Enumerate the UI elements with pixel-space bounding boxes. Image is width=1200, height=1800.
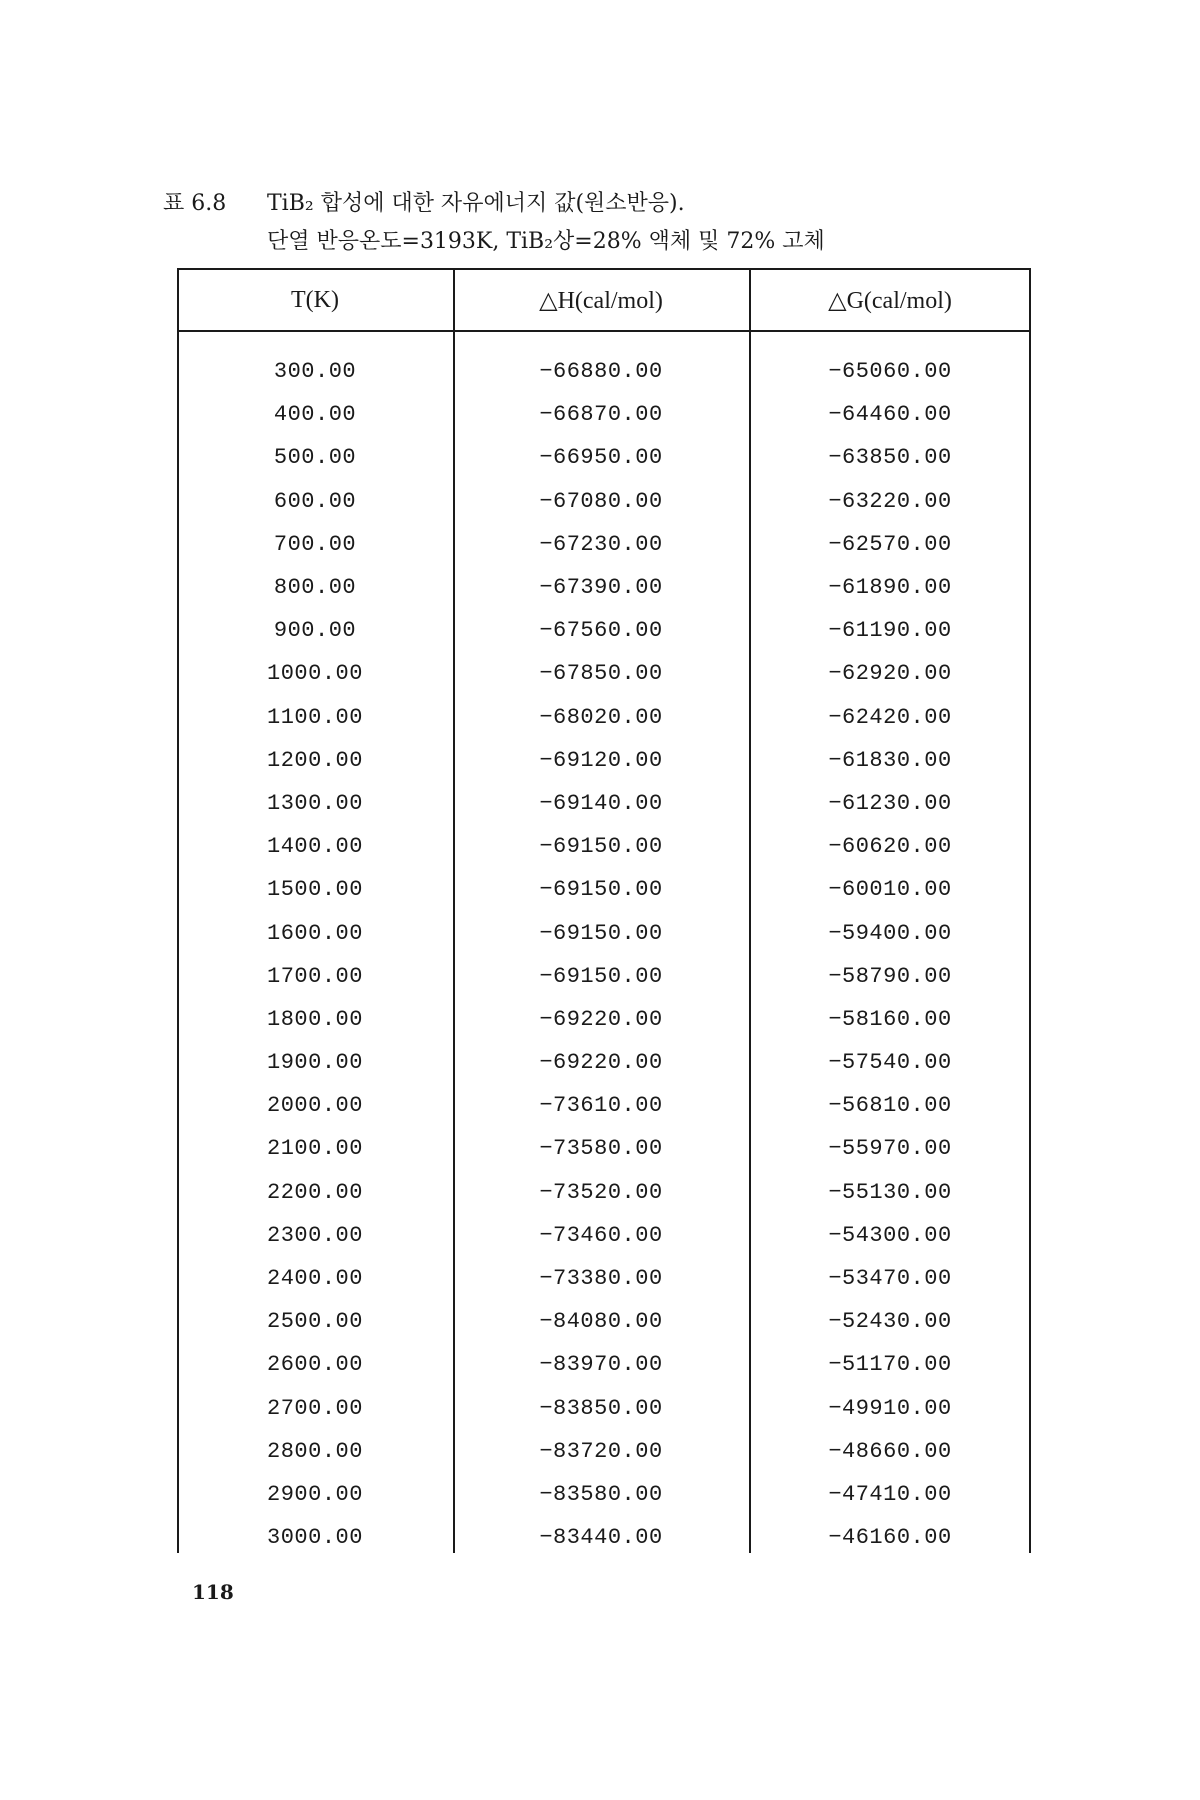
table-row — [177, 609, 1031, 652]
cell-enthalpy: −67230.00 — [539, 531, 663, 557]
cell-enthalpy: −84080.00 — [539, 1309, 663, 1335]
cell-temperature: 1300.00 — [267, 790, 363, 816]
cell-gibbs: −61890.00 — [828, 575, 952, 601]
cell-temperature: 1000.00 — [267, 661, 363, 687]
table-row — [177, 868, 1031, 911]
table-row — [177, 566, 1031, 609]
table-row — [177, 1430, 1031, 1473]
cell-enthalpy: −73610.00 — [539, 1093, 663, 1119]
cell-temperature: 1200.00 — [267, 747, 363, 773]
table-row — [177, 652, 1031, 695]
cell-enthalpy: −66950.00 — [539, 445, 663, 471]
cell-gibbs: −55130.00 — [828, 1179, 952, 1205]
cell-gibbs: −58160.00 — [828, 1006, 952, 1032]
table-label: 표 6.8 — [163, 191, 227, 216]
cell-gibbs: −62920.00 — [828, 661, 952, 687]
cell-temperature: 1100.00 — [267, 704, 363, 730]
free-energy-table — [177, 268, 1031, 1553]
cell-temperature: 300.00 — [273, 359, 357, 385]
caption-line-1 — [163, 185, 825, 223]
table-caption — [163, 185, 825, 261]
cell-enthalpy: −67080.00 — [539, 488, 663, 514]
cell-gibbs: −61190.00 — [828, 618, 952, 644]
table-row — [177, 1300, 1031, 1343]
caption-title: TiB₂ 합성에 대한 자유에너지 값(원소반응). — [267, 191, 685, 216]
table-row — [177, 1171, 1031, 1214]
cell-gibbs: −54300.00 — [828, 1222, 952, 1248]
cell-temperature: 2900.00 — [267, 1481, 363, 1507]
table-row — [177, 955, 1031, 998]
cell-gibbs: −60010.00 — [828, 877, 952, 903]
page-number: 118 — [192, 1580, 234, 1604]
header-temperature: T(K) — [291, 286, 339, 313]
table-row — [177, 696, 1031, 739]
table-row — [177, 436, 1031, 479]
cell-enthalpy: −68020.00 — [539, 704, 663, 730]
cell-enthalpy: −69150.00 — [539, 834, 663, 860]
cell-temperature: 1600.00 — [267, 920, 363, 946]
cell-enthalpy: −83720.00 — [539, 1438, 663, 1464]
cell-gibbs: −60620.00 — [828, 834, 952, 860]
cell-temperature: 400.00 — [273, 402, 357, 428]
cell-enthalpy: −83580.00 — [539, 1481, 663, 1507]
table-row — [177, 393, 1031, 436]
cell-gibbs: −64460.00 — [828, 402, 952, 428]
cell-gibbs: −63850.00 — [828, 445, 952, 471]
header-enthalpy: △H(cal/mol) — [539, 287, 663, 314]
cell-gibbs: −62570.00 — [828, 531, 952, 557]
cell-gibbs: −59400.00 — [828, 920, 952, 946]
cell-temperature: 600.00 — [273, 488, 357, 514]
cell-enthalpy: −73380.00 — [539, 1266, 663, 1292]
table-row — [177, 1127, 1031, 1170]
cell-gibbs: −53470.00 — [828, 1266, 952, 1292]
cell-enthalpy: −67560.00 — [539, 618, 663, 644]
table-row — [177, 1343, 1031, 1386]
cell-enthalpy: −69150.00 — [539, 920, 663, 946]
cell-gibbs: −47410.00 — [828, 1481, 952, 1507]
table-row — [177, 825, 1031, 868]
table-row — [177, 998, 1031, 1041]
cell-temperature: 2000.00 — [267, 1093, 363, 1119]
cell-temperature: 2200.00 — [267, 1179, 363, 1205]
cell-temperature: 2500.00 — [267, 1309, 363, 1335]
table-row — [177, 782, 1031, 825]
cell-enthalpy: −67850.00 — [539, 661, 663, 687]
cell-temperature: 2700.00 — [267, 1395, 363, 1421]
cell-enthalpy: −69150.00 — [539, 963, 663, 989]
cell-gibbs: −61230.00 — [828, 790, 952, 816]
cell-gibbs: −49910.00 — [828, 1395, 952, 1421]
table-row — [177, 480, 1031, 523]
cell-temperature: 1500.00 — [267, 877, 363, 903]
cell-enthalpy: −66870.00 — [539, 402, 663, 428]
table-row — [177, 1084, 1031, 1127]
table-row — [177, 1516, 1031, 1559]
cell-temperature: 1400.00 — [267, 834, 363, 860]
table-row — [177, 1473, 1031, 1516]
cell-temperature: 1700.00 — [267, 963, 363, 989]
cell-temperature: 2800.00 — [267, 1438, 363, 1464]
cell-temperature: 500.00 — [273, 445, 357, 471]
cell-enthalpy: −73460.00 — [539, 1222, 663, 1248]
cell-enthalpy: −73520.00 — [539, 1179, 663, 1205]
cell-temperature: 2300.00 — [267, 1222, 363, 1248]
table-header — [177, 268, 1031, 332]
cell-temperature: 800.00 — [273, 575, 357, 601]
cell-enthalpy: −69220.00 — [539, 1006, 663, 1032]
cell-enthalpy: −69150.00 — [539, 877, 663, 903]
table-row — [177, 1214, 1031, 1257]
table-row — [177, 523, 1031, 566]
header-gibbs: △G(cal/mol) — [828, 287, 952, 314]
cell-temperature: 2400.00 — [267, 1266, 363, 1292]
cell-temperature: 2100.00 — [267, 1136, 363, 1162]
cell-gibbs: −61830.00 — [828, 747, 952, 773]
table-row — [177, 911, 1031, 954]
cell-enthalpy: −67390.00 — [539, 575, 663, 601]
cell-gibbs: −57540.00 — [828, 1050, 952, 1076]
cell-temperature: 3000.00 — [267, 1525, 363, 1551]
table-body — [177, 350, 1031, 1559]
cell-gibbs: −46160.00 — [828, 1525, 952, 1551]
cell-gibbs: −48660.00 — [828, 1438, 952, 1464]
table-row — [177, 350, 1031, 393]
cell-temperature: 900.00 — [273, 618, 357, 644]
cell-enthalpy: −69120.00 — [539, 747, 663, 773]
cell-temperature: 1800.00 — [267, 1006, 363, 1032]
cell-temperature: 2600.00 — [267, 1352, 363, 1378]
table-row — [177, 1041, 1031, 1084]
caption-line-2: 단열 반응온도=3193K, TiB₂상=28% 액체 및 72% 고체 — [267, 229, 825, 254]
cell-enthalpy: −83850.00 — [539, 1395, 663, 1421]
cell-enthalpy: −83440.00 — [539, 1525, 663, 1551]
cell-enthalpy: −66880.00 — [539, 359, 663, 385]
table-row — [177, 739, 1031, 782]
cell-enthalpy: −83970.00 — [539, 1352, 663, 1378]
cell-gibbs: −56810.00 — [828, 1093, 952, 1119]
cell-gibbs: −51170.00 — [828, 1352, 952, 1378]
cell-temperature: 700.00 — [273, 531, 357, 557]
cell-gibbs: −63220.00 — [828, 488, 952, 514]
table-row — [177, 1387, 1031, 1430]
cell-gibbs: −52430.00 — [828, 1309, 952, 1335]
cell-gibbs: −55970.00 — [828, 1136, 952, 1162]
table-row — [177, 1257, 1031, 1300]
cell-enthalpy: −69140.00 — [539, 790, 663, 816]
cell-gibbs: −62420.00 — [828, 704, 952, 730]
cell-temperature: 1900.00 — [267, 1050, 363, 1076]
cell-enthalpy: −69220.00 — [539, 1050, 663, 1076]
cell-gibbs: −58790.00 — [828, 963, 952, 989]
cell-enthalpy: −73580.00 — [539, 1136, 663, 1162]
cell-gibbs: −65060.00 — [828, 359, 952, 385]
